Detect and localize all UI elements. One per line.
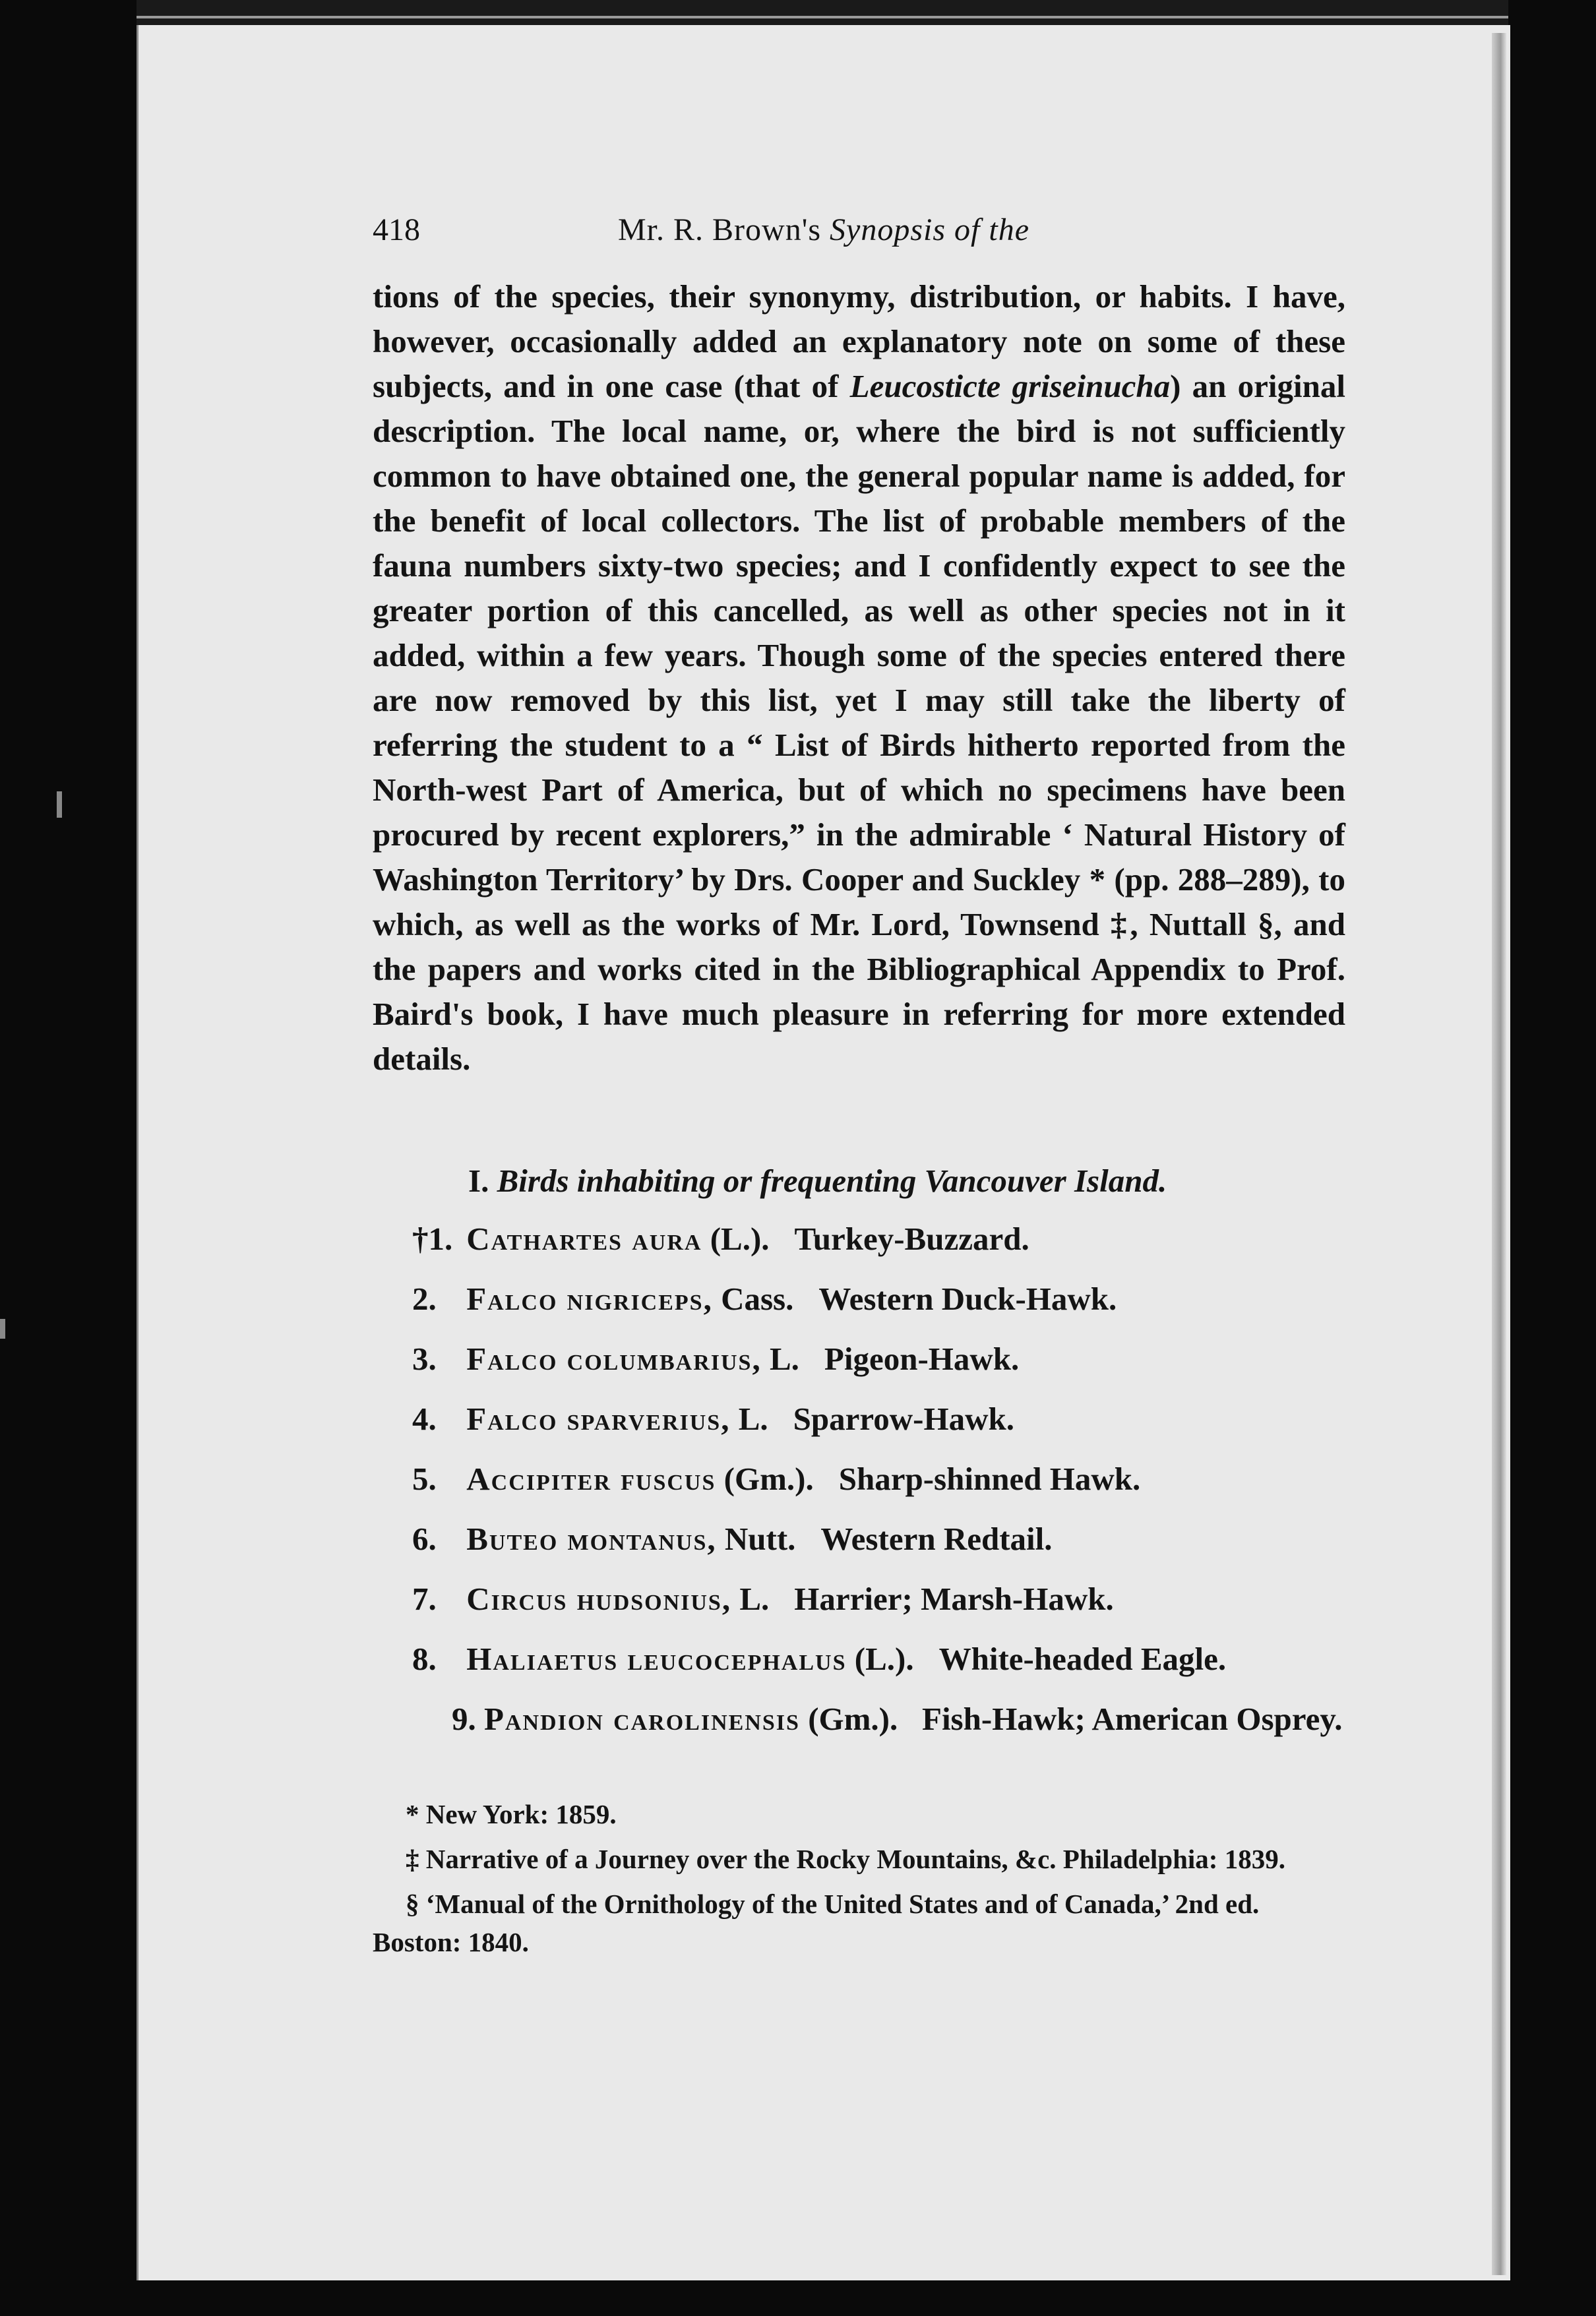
species-number: 3. xyxy=(412,1341,437,1377)
species-authority: L. xyxy=(769,1341,799,1377)
species-common-name: Fish-Hawk; American Osprey. xyxy=(922,1701,1343,1737)
species-scientific-name: Falco columbarius, xyxy=(466,1341,762,1377)
page-number: 418 xyxy=(373,212,420,247)
species-number: 7. xyxy=(412,1581,437,1617)
species-common-name: Western Duck-Hawk. xyxy=(818,1281,1117,1317)
species-scientific-name: Pandion carolinensis xyxy=(484,1701,800,1737)
section-title: Birds inhabiting or frequenting Vancouver Island. xyxy=(497,1163,1167,1199)
species-common-name: Turkey-Buzzard. xyxy=(794,1221,1029,1257)
species-number: †1. xyxy=(412,1221,453,1257)
species-authority: L. xyxy=(738,1401,768,1437)
species-item xyxy=(373,1577,1345,1637)
species-number: 9. xyxy=(452,1701,476,1737)
species-authority: (L.). xyxy=(710,1221,770,1257)
species-item xyxy=(373,1277,1345,1337)
species-authority: (Gm.). xyxy=(723,1461,814,1497)
species-authority: (Gm.). xyxy=(808,1701,898,1737)
species-list xyxy=(373,1217,1345,1742)
footnote: ‡ Narrative of a Journey over the Rocky Mountains, &c. Philadelphia: 1839. xyxy=(406,1844,1285,1874)
species-number: 5. xyxy=(412,1461,437,1497)
species-scientific-name: Accipiter fuscus xyxy=(466,1461,716,1497)
paragraph-text-2: ) an original description. The local name, or, where the bird is not sufficiently common to have obtained one, the general popular name is added, for the benefit of local collectors. The list of probable members of the fauna numbers sixty-two species; and I confidently expect to see the greater portion of this cancelled, as well as other species not in it added, within a few years. Though some of the species entered there are now removed by this list, yet I may still take the liberty of referring the student to a “ List of Birds hitherto reported from the North-west Part of America, but of which no specimens have been procured by recent explorers,” in the admirable ‘ Natural History of Washington Territory’ by Drs. Cooper and Suckley * (pp. 288–289), to which, as well as the works of Mr. Lord, Townsend ‡, Nuttall §, and the papers and works cited in the Bibliographical Appendix to Prof. Baird's book, I have much pleasure in referring for more extended details. xyxy=(373,368,1345,1077)
paragraph-text-1: tions of the species, their synonymy, distribution, or habits. I have, however, occasionally added an explanatory note on some of these subjects, and in one case (that of xyxy=(373,278,1345,404)
species-common-name: Western Redtail. xyxy=(820,1521,1053,1557)
footnote: § ‘Manual of the Ornithology of the United States and of Canada,’ 2nd ed. Boston: 1840. xyxy=(373,1889,1260,1957)
species-authority: L. xyxy=(739,1581,770,1617)
species-common-name: Pigeon-Hawk. xyxy=(824,1341,1020,1377)
species-common-name: Harrier; Marsh-Hawk. xyxy=(794,1581,1114,1617)
section-numeral: I. xyxy=(468,1163,489,1199)
species-name-italic: Leucosticte griseinucha xyxy=(849,368,1171,404)
species-scientific-name: Falco sparverius, xyxy=(466,1401,731,1437)
species-number: 4. xyxy=(412,1401,437,1437)
species-item xyxy=(373,1637,1345,1697)
intro-paragraph xyxy=(373,274,1345,1082)
page-edge-rule xyxy=(137,16,1508,18)
section-heading xyxy=(468,1159,1167,1204)
running-title-italic: Synopsis of the xyxy=(830,212,1030,247)
species-common-name: White-headed Eagle. xyxy=(938,1641,1227,1677)
species-item xyxy=(373,1697,1345,1742)
species-item xyxy=(373,1337,1345,1397)
species-authority: Nutt. xyxy=(724,1521,796,1557)
species-authority: Cass. xyxy=(721,1281,794,1317)
species-number: 6. xyxy=(412,1521,437,1557)
scan-margin-mark xyxy=(57,791,62,818)
scan-margin-mark xyxy=(0,1319,5,1339)
species-common-name: Sharp-shinned Hawk. xyxy=(838,1461,1141,1497)
running-header xyxy=(373,210,1345,251)
species-scientific-name: Falco nigriceps, xyxy=(466,1281,713,1317)
species-scientific-name: Haliaetus leucocephalus xyxy=(466,1641,847,1677)
species-item xyxy=(373,1457,1345,1517)
species-scientific-name: Buteo montanus, xyxy=(466,1521,717,1557)
running-title-prefix: Mr. R. Brown's xyxy=(618,212,822,247)
scan-top-edge xyxy=(137,0,1508,26)
species-authority: (L.). xyxy=(854,1641,914,1677)
species-item xyxy=(373,1397,1345,1457)
footnote: * New York: 1859. xyxy=(406,1799,617,1829)
species-number: 2. xyxy=(412,1281,437,1317)
species-scientific-name: Cathartes aura xyxy=(466,1221,702,1257)
species-number: 8. xyxy=(412,1641,437,1677)
species-common-name: Sparrow-Hawk. xyxy=(793,1401,1014,1437)
species-item xyxy=(373,1217,1345,1277)
running-title xyxy=(618,210,1029,251)
species-item xyxy=(373,1517,1345,1577)
species-scientific-name: Circus hudsonius, xyxy=(466,1581,732,1617)
page-gutter-edge xyxy=(1492,33,1506,2275)
footnotes xyxy=(373,1795,1345,1961)
